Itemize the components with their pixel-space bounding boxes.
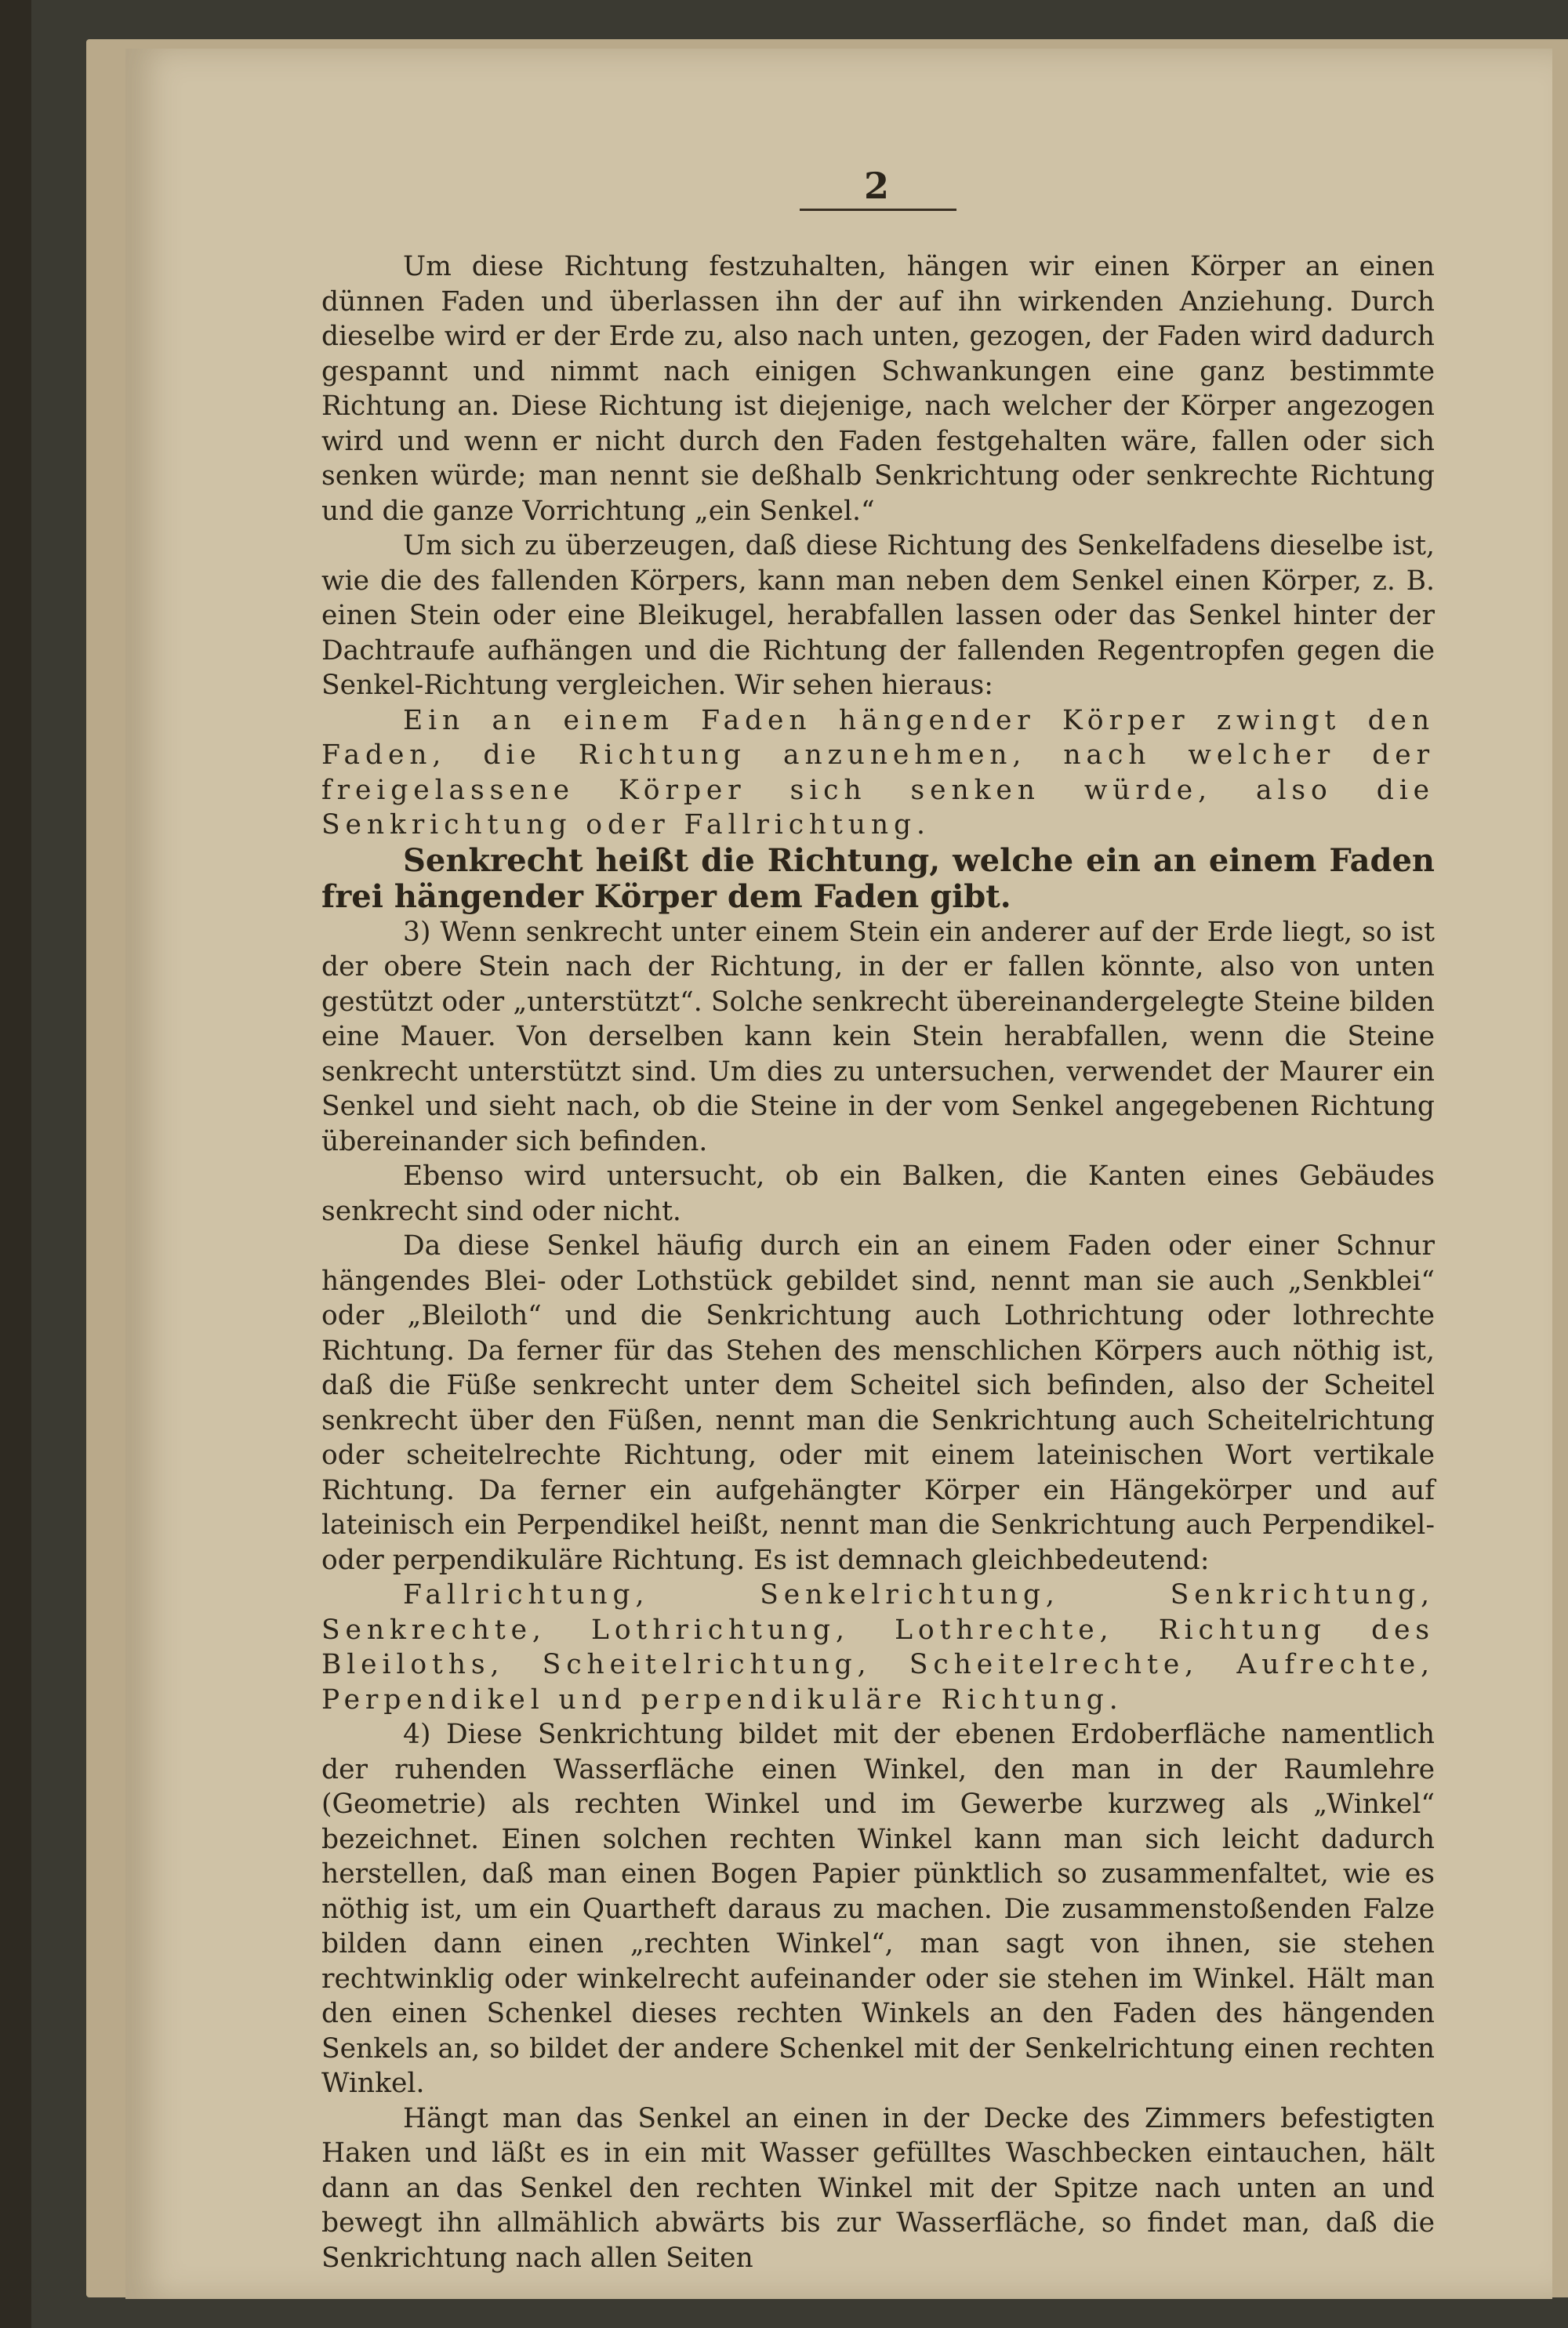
header-rule	[800, 209, 956, 211]
paragraph-6: 4) Diese Senkrichtung bildet mit der ebenen Erdoberfläche namentlich der ruhenden Wasserfläche einen Winkel, den man in der Raumlehre (Geometrie) als rechten Winkel und im Gewerbe kurzweg als „Winkel“ bezeichnet. Einen solchen rechten Winkel kann man sich leicht dadurch herstellen, daß man einen Bogen Papier pünktlich so zusammenfaltet, wie es nöthig ist, um ein Quartheft daraus zu machen. Die zusammenstoßenden Falze bilden dann einen „rechten Winkel“, man sagt von ihnen, sie stehen rechtwinklig oder winkelrecht aufeinander oder sie stehen im Winkel. Hält man den einen Schenkel dieses rechten Winkels an den Faden des hängenden Senkels an, so bildet der andere Schenkel mit der Senkelrichtung einen rechten Winkel.	[321, 1719, 1435, 2099]
emphasized-statement: Ein an einem Faden hängender Körper zwingt den Faden, die Richtung anzunehmen, nach welcher der freigelassene Körper sich senken würde, also die Senkrichtung oder Fallrichtung.	[321, 704, 1435, 841]
synonym-list: Fallrichtung, Senkelrichtung, Senkrichtung, Senkrechte, Lothrichtung, Lothrechte, Richtung des Bleiloths, Scheitelrichtung, Scheitelrechte, Aufrechte, Perpendikel und perpendikuläre Richtung.	[321, 1579, 1435, 1716]
paragraph-1: Um diese Richtung festzuhalten, hängen wir einen Körper an einen dünnen Faden und überlassen ihn der auf ihn wirkenden Anziehung. Durch dieselbe wird er der Erde zu, also nach unten, gezogen, der Faden wird dadurch gespannt und nimmt nach einigen Schwankungen eine ganz bestimmte Richtung an. Diese Richtung ist diejenige, nach welcher der Körper angezogen wird und wenn er nicht durch den Faden festgehalten wäre, fallen oder sich senken würde; man nennt sie deßhalb Senkrichtung oder senkrechte Richtung und die ganze Vorrichtung „ein Senkel.“	[321, 251, 1435, 527]
bold-definition: Senkrecht heißt die Richtung, welche ein an einem Faden frei hängender Körper dem Faden gibt.	[321, 841, 1435, 915]
paragraph-4: Ebenso wird untersucht, ob ein Balken, die Kanten eines Gebäudes senkrecht sind oder nicht.	[321, 1160, 1435, 1227]
paragraph-3: 3) Wenn senkrecht unter einem Stein ein anderer auf der Erde liegt, so ist der obere Stein nach der Richtung, in der er fallen könnte, also von unten gestützt oder „unterstützt“. Solche senkrecht übereinandergelegte Steine bilden eine Mauer. Von derselben kann kein Stein herabfallen, wenn die Steine senkrecht unterstützt sind. Um dies zu untersuchen, verwendet der Maurer ein Senkel und sieht nach, ob die Steine in der vom Senkel angegebenen Richtung übereinander sich befinden.	[321, 916, 1435, 1157]
paragraph-5: Da diese Senkel häufig durch ein an einem Faden oder einer Schnur hängendes Blei- oder Lothstück gebildet sind, nennt man sie auch „Senkblei“ oder „Bleiloth“ und die Senkrichtung auch Lothrichtung oder lothrechte Richtung. Da ferner für das Stehen des menschlichen Körpers auch nöthig ist, daß die Füße senkrecht unter dem Scheitel sich befinden, also der Scheitel senkrecht über den Füßen, nennt man die Senkrichtung auch Scheitelrichtung oder scheitelrechte Richtung, oder mit einem lateinischen Wort vertikale Richtung. Da ferner ein aufgehängter Körper ein Hängekörper und auf lateinisch ein Perpendikel heißt, nennt man die Senkrichtung auch Perpendikel- oder perpendikuläre Richtung. Es ist demnach gleichbedeutend:	[321, 1230, 1435, 1576]
page-number: 2	[863, 165, 889, 207]
paragraph-2: Um sich zu überzeugen, daß diese Richtung des Senkelfadens dieselbe ist, wie die des fallenden Körpers, kann man neben dem Senkel einen Körper, z. B. einen Stein oder eine Bleikugel, herabfallen lassen oder das Senkel hinter der Dachtraufe aufhängen und die Richtung der fallenden Regentropfen gegen die Senkel-Richtung vergleichen. Wir sehen hieraus:	[321, 530, 1435, 701]
page-body	[321, 249, 1435, 2275]
paragraph-7: Hängt man das Senkel an einen in der Decke des Zimmers befestigten Haken und läßt es in ein mit Wasser gefülltes Waschbecken eintauchen, hält dann an das Senkel den rechten Winkel mit der Spitze nach unten an und bewegt ihn allmählich abwärts bis zur Wasserfläche, so findet man, daß die Senkrichtung nach allen Seiten	[321, 2102, 1435, 2274]
